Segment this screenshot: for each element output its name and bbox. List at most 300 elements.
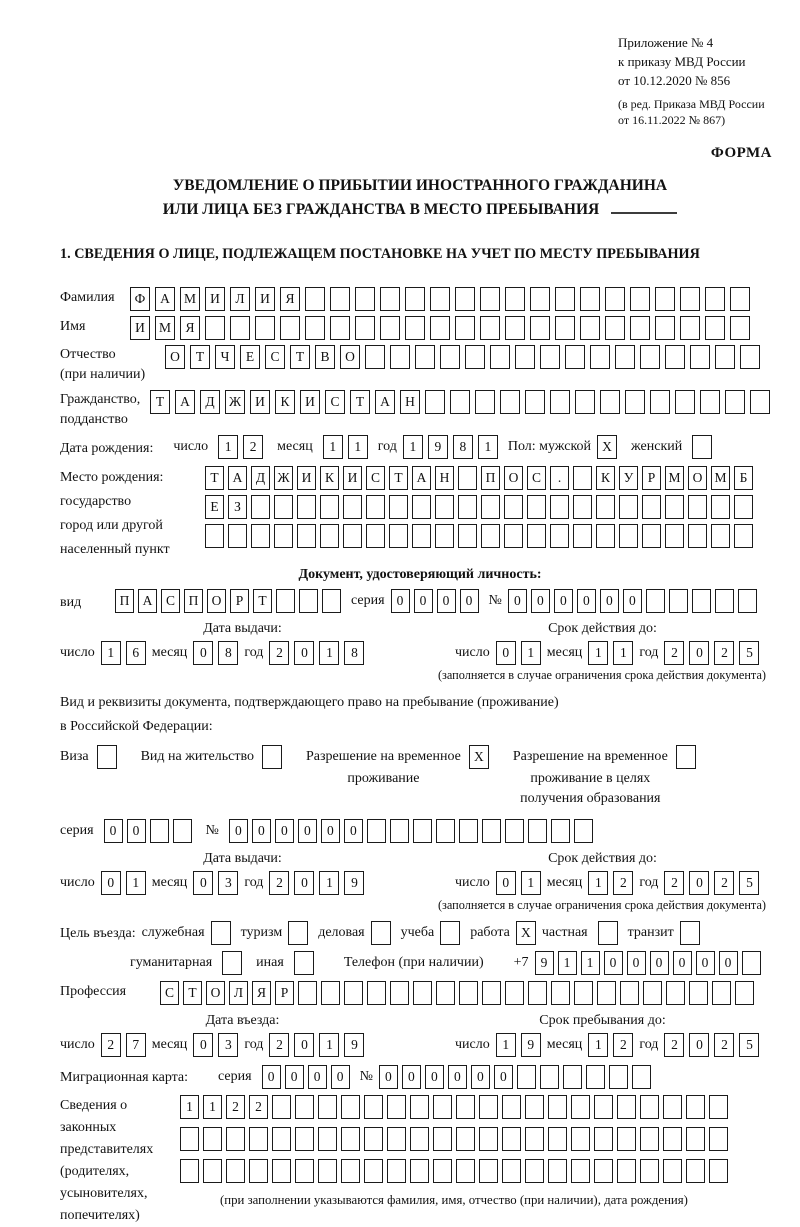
char-box[interactable] (180, 1159, 199, 1183)
char-box[interactable] (387, 1127, 406, 1151)
char-box[interactable]: 1 (126, 871, 146, 895)
char-box[interactable]: 2 (249, 1095, 268, 1119)
char-box[interactable]: Б (734, 466, 753, 490)
char-box[interactable]: 0 (391, 589, 410, 613)
char-box[interactable]: 3 (218, 871, 238, 895)
char-box[interactable] (690, 345, 710, 369)
char-box[interactable] (574, 981, 593, 1005)
char-box[interactable]: 2 (714, 871, 734, 895)
char-box[interactable] (550, 390, 570, 414)
char-box[interactable] (412, 495, 431, 519)
char-box[interactable] (555, 316, 575, 340)
char-box[interactable]: 2 (664, 871, 684, 895)
char-box[interactable] (410, 1159, 429, 1183)
char-box[interactable] (692, 435, 712, 459)
char-box[interactable] (479, 1159, 498, 1183)
char-box[interactable] (272, 1095, 291, 1119)
char-box[interactable]: 1 (218, 435, 238, 459)
char-box[interactable] (750, 390, 770, 414)
char-box[interactable]: 0 (294, 641, 314, 665)
char-box[interactable]: О (165, 345, 185, 369)
char-box[interactable]: 1 (478, 435, 498, 459)
char-box[interactable]: 0 (531, 589, 550, 613)
char-box[interactable] (525, 390, 545, 414)
char-box[interactable] (249, 1127, 268, 1151)
char-box[interactable] (502, 1095, 521, 1119)
char-box[interactable] (490, 345, 510, 369)
char-box[interactable]: П (481, 466, 500, 490)
char-box[interactable]: Т (389, 466, 408, 490)
char-box[interactable] (688, 524, 707, 548)
char-box[interactable] (410, 1127, 429, 1151)
char-box[interactable] (551, 819, 570, 843)
char-box[interactable]: . (550, 466, 569, 490)
char-box[interactable] (330, 287, 350, 311)
char-box[interactable]: Е (205, 495, 224, 519)
char-box[interactable] (274, 495, 293, 519)
char-box[interactable] (433, 1127, 452, 1151)
char-box[interactable]: 5 (739, 871, 759, 895)
char-box[interactable] (295, 1159, 314, 1183)
char-box[interactable] (280, 316, 300, 340)
char-box[interactable] (479, 1095, 498, 1119)
char-box[interactable]: А (155, 287, 175, 311)
char-box[interactable]: 9 (428, 435, 448, 459)
char-box[interactable] (355, 287, 375, 311)
char-box[interactable] (255, 316, 275, 340)
char-box[interactable]: Л (230, 287, 250, 311)
char-box[interactable] (205, 524, 224, 548)
char-box[interactable] (305, 287, 325, 311)
char-box[interactable]: К (596, 466, 615, 490)
char-box[interactable] (711, 524, 730, 548)
char-box[interactable] (320, 495, 339, 519)
char-box[interactable]: 0 (285, 1065, 304, 1089)
char-box[interactable] (575, 390, 595, 414)
char-box[interactable] (709, 1095, 728, 1119)
char-box[interactable] (297, 495, 316, 519)
char-box[interactable] (251, 495, 270, 519)
char-box[interactable] (688, 495, 707, 519)
char-box[interactable]: 0 (496, 641, 516, 665)
char-box[interactable] (540, 1065, 559, 1089)
char-box[interactable]: 0 (719, 951, 738, 975)
char-box[interactable]: 0 (193, 641, 213, 665)
char-box[interactable]: 1 (588, 871, 608, 895)
char-box[interactable] (343, 495, 362, 519)
char-box[interactable] (249, 1159, 268, 1183)
char-box[interactable] (548, 1159, 567, 1183)
char-box[interactable] (715, 345, 735, 369)
char-box[interactable] (617, 1095, 636, 1119)
char-box[interactable] (730, 316, 750, 340)
char-box[interactable] (655, 316, 675, 340)
char-box[interactable]: 2 (714, 1033, 734, 1057)
char-box[interactable] (413, 981, 432, 1005)
char-box[interactable] (680, 287, 700, 311)
char-box[interactable] (617, 1159, 636, 1183)
char-box[interactable]: Ч (215, 345, 235, 369)
char-box[interactable] (730, 287, 750, 311)
char-box[interactable] (480, 287, 500, 311)
char-box[interactable] (630, 316, 650, 340)
char-box[interactable]: 2 (613, 1033, 633, 1057)
char-box[interactable] (389, 495, 408, 519)
char-box[interactable] (571, 1095, 590, 1119)
char-box[interactable] (364, 1159, 383, 1183)
char-box[interactable] (262, 745, 282, 769)
char-box[interactable] (173, 819, 192, 843)
char-box[interactable] (387, 1159, 406, 1183)
char-box[interactable]: 0 (471, 1065, 490, 1089)
char-box[interactable] (482, 819, 501, 843)
char-box[interactable] (318, 1127, 337, 1151)
char-box[interactable]: 0 (344, 819, 363, 843)
char-box[interactable] (276, 589, 295, 613)
char-box[interactable] (366, 524, 385, 548)
char-box[interactable]: 9 (535, 951, 554, 975)
char-box[interactable] (712, 981, 731, 1005)
char-box[interactable] (415, 345, 435, 369)
char-box[interactable]: 2 (226, 1095, 245, 1119)
char-box[interactable]: И (250, 390, 270, 414)
char-box[interactable]: Ж (274, 466, 293, 490)
char-box[interactable]: X (469, 745, 489, 769)
char-box[interactable] (412, 524, 431, 548)
char-box[interactable]: О (688, 466, 707, 490)
char-box[interactable] (481, 524, 500, 548)
char-box[interactable] (318, 1095, 337, 1119)
char-box[interactable]: 2 (664, 1033, 684, 1057)
char-box[interactable] (709, 1127, 728, 1151)
char-box[interactable]: 1 (319, 1033, 339, 1057)
char-box[interactable]: 9 (344, 1033, 364, 1057)
char-box[interactable] (605, 287, 625, 311)
char-box[interactable]: Р (275, 981, 294, 1005)
char-box[interactable]: И (343, 466, 362, 490)
char-box[interactable]: 0 (448, 1065, 467, 1089)
char-box[interactable] (480, 316, 500, 340)
char-box[interactable] (371, 921, 391, 945)
char-box[interactable]: 2 (613, 871, 633, 895)
char-box[interactable]: 1 (180, 1095, 199, 1119)
char-box[interactable] (458, 495, 477, 519)
char-box[interactable] (735, 981, 754, 1005)
char-box[interactable] (617, 1127, 636, 1151)
char-box[interactable]: Я (252, 981, 271, 1005)
char-box[interactable] (295, 1095, 314, 1119)
char-box[interactable] (500, 390, 520, 414)
char-box[interactable]: 8 (344, 641, 364, 665)
char-box[interactable] (665, 524, 684, 548)
char-box[interactable] (413, 819, 432, 843)
char-box[interactable]: Н (400, 390, 420, 414)
char-box[interactable] (405, 287, 425, 311)
char-box[interactable] (380, 287, 400, 311)
char-box[interactable]: 2 (269, 871, 289, 895)
char-box[interactable] (456, 1095, 475, 1119)
char-box[interactable] (228, 524, 247, 548)
char-box[interactable]: Д (251, 466, 270, 490)
char-box[interactable]: М (665, 466, 684, 490)
char-box[interactable] (455, 316, 475, 340)
char-box[interactable]: 0 (554, 589, 573, 613)
char-box[interactable]: Ф (130, 287, 150, 311)
char-box[interactable] (675, 390, 695, 414)
char-box[interactable] (650, 390, 670, 414)
char-box[interactable] (700, 390, 720, 414)
char-box[interactable] (456, 1127, 475, 1151)
char-box[interactable] (563, 1065, 582, 1089)
char-box[interactable] (632, 1065, 651, 1089)
char-box[interactable] (298, 981, 317, 1005)
char-box[interactable] (251, 524, 270, 548)
char-box[interactable] (642, 524, 661, 548)
char-box[interactable] (274, 524, 293, 548)
char-box[interactable]: 0 (101, 871, 121, 895)
char-box[interactable]: Д (200, 390, 220, 414)
char-box[interactable]: 1 (521, 641, 541, 665)
char-box[interactable]: А (375, 390, 395, 414)
char-box[interactable] (740, 345, 760, 369)
char-box[interactable] (150, 819, 169, 843)
char-box[interactable] (387, 1095, 406, 1119)
char-box[interactable]: Н (435, 466, 454, 490)
char-box[interactable]: 0 (275, 819, 294, 843)
char-box[interactable]: И (297, 466, 316, 490)
char-box[interactable]: О (206, 981, 225, 1005)
char-box[interactable] (482, 981, 501, 1005)
char-box[interactable] (180, 1127, 199, 1151)
char-box[interactable] (505, 981, 524, 1005)
char-box[interactable] (680, 316, 700, 340)
char-box[interactable]: 0 (689, 1033, 709, 1057)
char-box[interactable] (580, 287, 600, 311)
char-box[interactable]: 1 (319, 871, 339, 895)
char-box[interactable] (738, 589, 757, 613)
char-box[interactable] (205, 316, 225, 340)
char-box[interactable] (344, 981, 363, 1005)
char-box[interactable] (502, 1127, 521, 1151)
char-box[interactable]: 1 (348, 435, 368, 459)
char-box[interactable]: 1 (101, 641, 121, 665)
char-box[interactable] (715, 589, 734, 613)
char-box[interactable] (297, 524, 316, 548)
char-box[interactable] (655, 287, 675, 311)
char-box[interactable]: А (228, 466, 247, 490)
char-box[interactable]: 0 (508, 589, 527, 613)
char-box[interactable]: С (527, 466, 546, 490)
char-box[interactable] (436, 981, 455, 1005)
char-box[interactable]: П (184, 589, 203, 613)
char-box[interactable] (222, 951, 242, 975)
char-box[interactable] (479, 1127, 498, 1151)
char-box[interactable] (502, 1159, 521, 1183)
char-box[interactable]: 2 (243, 435, 263, 459)
char-box[interactable] (711, 495, 730, 519)
char-box[interactable]: Т (183, 981, 202, 1005)
char-box[interactable] (734, 495, 753, 519)
char-box[interactable] (642, 495, 661, 519)
char-box[interactable] (597, 981, 616, 1005)
char-box[interactable]: 0 (623, 589, 642, 613)
char-box[interactable] (288, 921, 308, 945)
char-box[interactable] (640, 345, 660, 369)
char-box[interactable]: 9 (344, 871, 364, 895)
char-box[interactable] (725, 390, 745, 414)
char-box[interactable]: 2 (269, 641, 289, 665)
char-box[interactable] (321, 981, 340, 1005)
char-box[interactable] (318, 1159, 337, 1183)
char-box[interactable] (294, 951, 314, 975)
char-box[interactable] (355, 316, 375, 340)
char-box[interactable] (669, 589, 688, 613)
char-box[interactable] (630, 287, 650, 311)
char-box[interactable]: 1 (588, 1033, 608, 1057)
char-box[interactable] (686, 1095, 705, 1119)
char-box[interactable] (663, 1095, 682, 1119)
char-box[interactable]: Я (280, 287, 300, 311)
char-box[interactable] (433, 1095, 452, 1119)
char-box[interactable]: 2 (269, 1033, 289, 1057)
char-box[interactable] (320, 524, 339, 548)
char-box[interactable] (390, 345, 410, 369)
char-box[interactable]: 1 (581, 951, 600, 975)
char-box[interactable] (640, 1095, 659, 1119)
char-box[interactable]: 0 (294, 1033, 314, 1057)
char-box[interactable]: 2 (714, 641, 734, 665)
char-box[interactable] (596, 524, 615, 548)
char-box[interactable] (598, 921, 618, 945)
char-box[interactable]: С (325, 390, 345, 414)
char-box[interactable] (551, 981, 570, 1005)
char-box[interactable] (203, 1127, 222, 1151)
char-box[interactable]: 1 (588, 641, 608, 665)
char-box[interactable]: Е (240, 345, 260, 369)
char-box[interactable]: 0 (104, 819, 123, 843)
char-box[interactable] (540, 345, 560, 369)
char-box[interactable] (305, 316, 325, 340)
char-box[interactable] (405, 316, 425, 340)
char-box[interactable]: О (207, 589, 226, 613)
char-box[interactable] (680, 921, 700, 945)
char-box[interactable]: 1 (323, 435, 343, 459)
char-box[interactable] (609, 1065, 628, 1089)
char-box[interactable]: С (265, 345, 285, 369)
char-box[interactable]: 1 (403, 435, 423, 459)
char-box[interactable]: В (315, 345, 335, 369)
char-box[interactable] (230, 316, 250, 340)
char-box[interactable] (705, 316, 725, 340)
char-box[interactable] (380, 316, 400, 340)
char-box[interactable]: М (180, 287, 200, 311)
char-box[interactable] (364, 1127, 383, 1151)
char-box[interactable]: 0 (425, 1065, 444, 1089)
char-box[interactable] (458, 466, 477, 490)
char-box[interactable]: 0 (494, 1065, 513, 1089)
char-box[interactable]: X (597, 435, 617, 459)
char-box[interactable]: 2 (101, 1033, 121, 1057)
char-box[interactable] (367, 819, 386, 843)
char-box[interactable] (226, 1159, 245, 1183)
char-box[interactable] (573, 524, 592, 548)
char-box[interactable] (456, 1159, 475, 1183)
char-box[interactable] (525, 1159, 544, 1183)
char-box[interactable] (341, 1159, 360, 1183)
char-box[interactable]: О (504, 466, 523, 490)
char-box[interactable]: Т (190, 345, 210, 369)
char-box[interactable] (663, 1127, 682, 1151)
char-box[interactable]: 5 (739, 641, 759, 665)
char-box[interactable] (504, 524, 523, 548)
char-box[interactable] (322, 589, 341, 613)
char-box[interactable] (643, 981, 662, 1005)
char-box[interactable] (97, 745, 117, 769)
char-box[interactable] (640, 1127, 659, 1151)
char-box[interactable] (505, 316, 525, 340)
char-box[interactable]: 0 (331, 1065, 350, 1089)
char-box[interactable] (455, 287, 475, 311)
char-box[interactable] (530, 316, 550, 340)
char-box[interactable] (299, 589, 318, 613)
char-box[interactable]: Т (150, 390, 170, 414)
char-box[interactable] (481, 495, 500, 519)
char-box[interactable]: 1 (558, 951, 577, 975)
char-box[interactable] (619, 524, 638, 548)
char-box[interactable] (620, 981, 639, 1005)
char-box[interactable] (390, 819, 409, 843)
char-box[interactable]: 9 (521, 1033, 541, 1057)
char-box[interactable] (410, 1095, 429, 1119)
char-box[interactable] (528, 819, 547, 843)
char-box[interactable]: С (160, 981, 179, 1005)
char-box[interactable]: 0 (689, 641, 709, 665)
char-box[interactable]: 0 (650, 951, 669, 975)
char-box[interactable] (440, 921, 460, 945)
char-box[interactable] (367, 981, 386, 1005)
char-box[interactable]: И (205, 287, 225, 311)
char-box[interactable]: 0 (193, 871, 213, 895)
char-box[interactable] (594, 1127, 613, 1151)
char-box[interactable] (515, 345, 535, 369)
char-box[interactable] (709, 1159, 728, 1183)
char-box[interactable] (605, 316, 625, 340)
char-box[interactable] (692, 589, 711, 613)
char-box[interactable] (548, 1127, 567, 1151)
char-box[interactable]: 0 (460, 589, 479, 613)
char-box[interactable]: Ж (225, 390, 245, 414)
char-box[interactable]: 1 (521, 871, 541, 895)
char-box[interactable] (517, 1065, 536, 1089)
char-box[interactable]: 0 (252, 819, 271, 843)
char-box[interactable] (341, 1095, 360, 1119)
char-box[interactable] (272, 1127, 291, 1151)
char-box[interactable]: Л (229, 981, 248, 1005)
char-box[interactable] (619, 495, 638, 519)
char-box[interactable] (571, 1159, 590, 1183)
char-box[interactable] (436, 819, 455, 843)
char-box[interactable] (571, 1127, 590, 1151)
char-box[interactable]: 0 (294, 871, 314, 895)
char-box[interactable]: 0 (696, 951, 715, 975)
char-box[interactable]: 0 (673, 951, 692, 975)
char-box[interactable]: 0 (127, 819, 146, 843)
char-box[interactable] (465, 345, 485, 369)
char-box[interactable] (594, 1159, 613, 1183)
char-box[interactable] (365, 345, 385, 369)
char-box[interactable] (389, 524, 408, 548)
char-box[interactable]: 0 (308, 1065, 327, 1089)
